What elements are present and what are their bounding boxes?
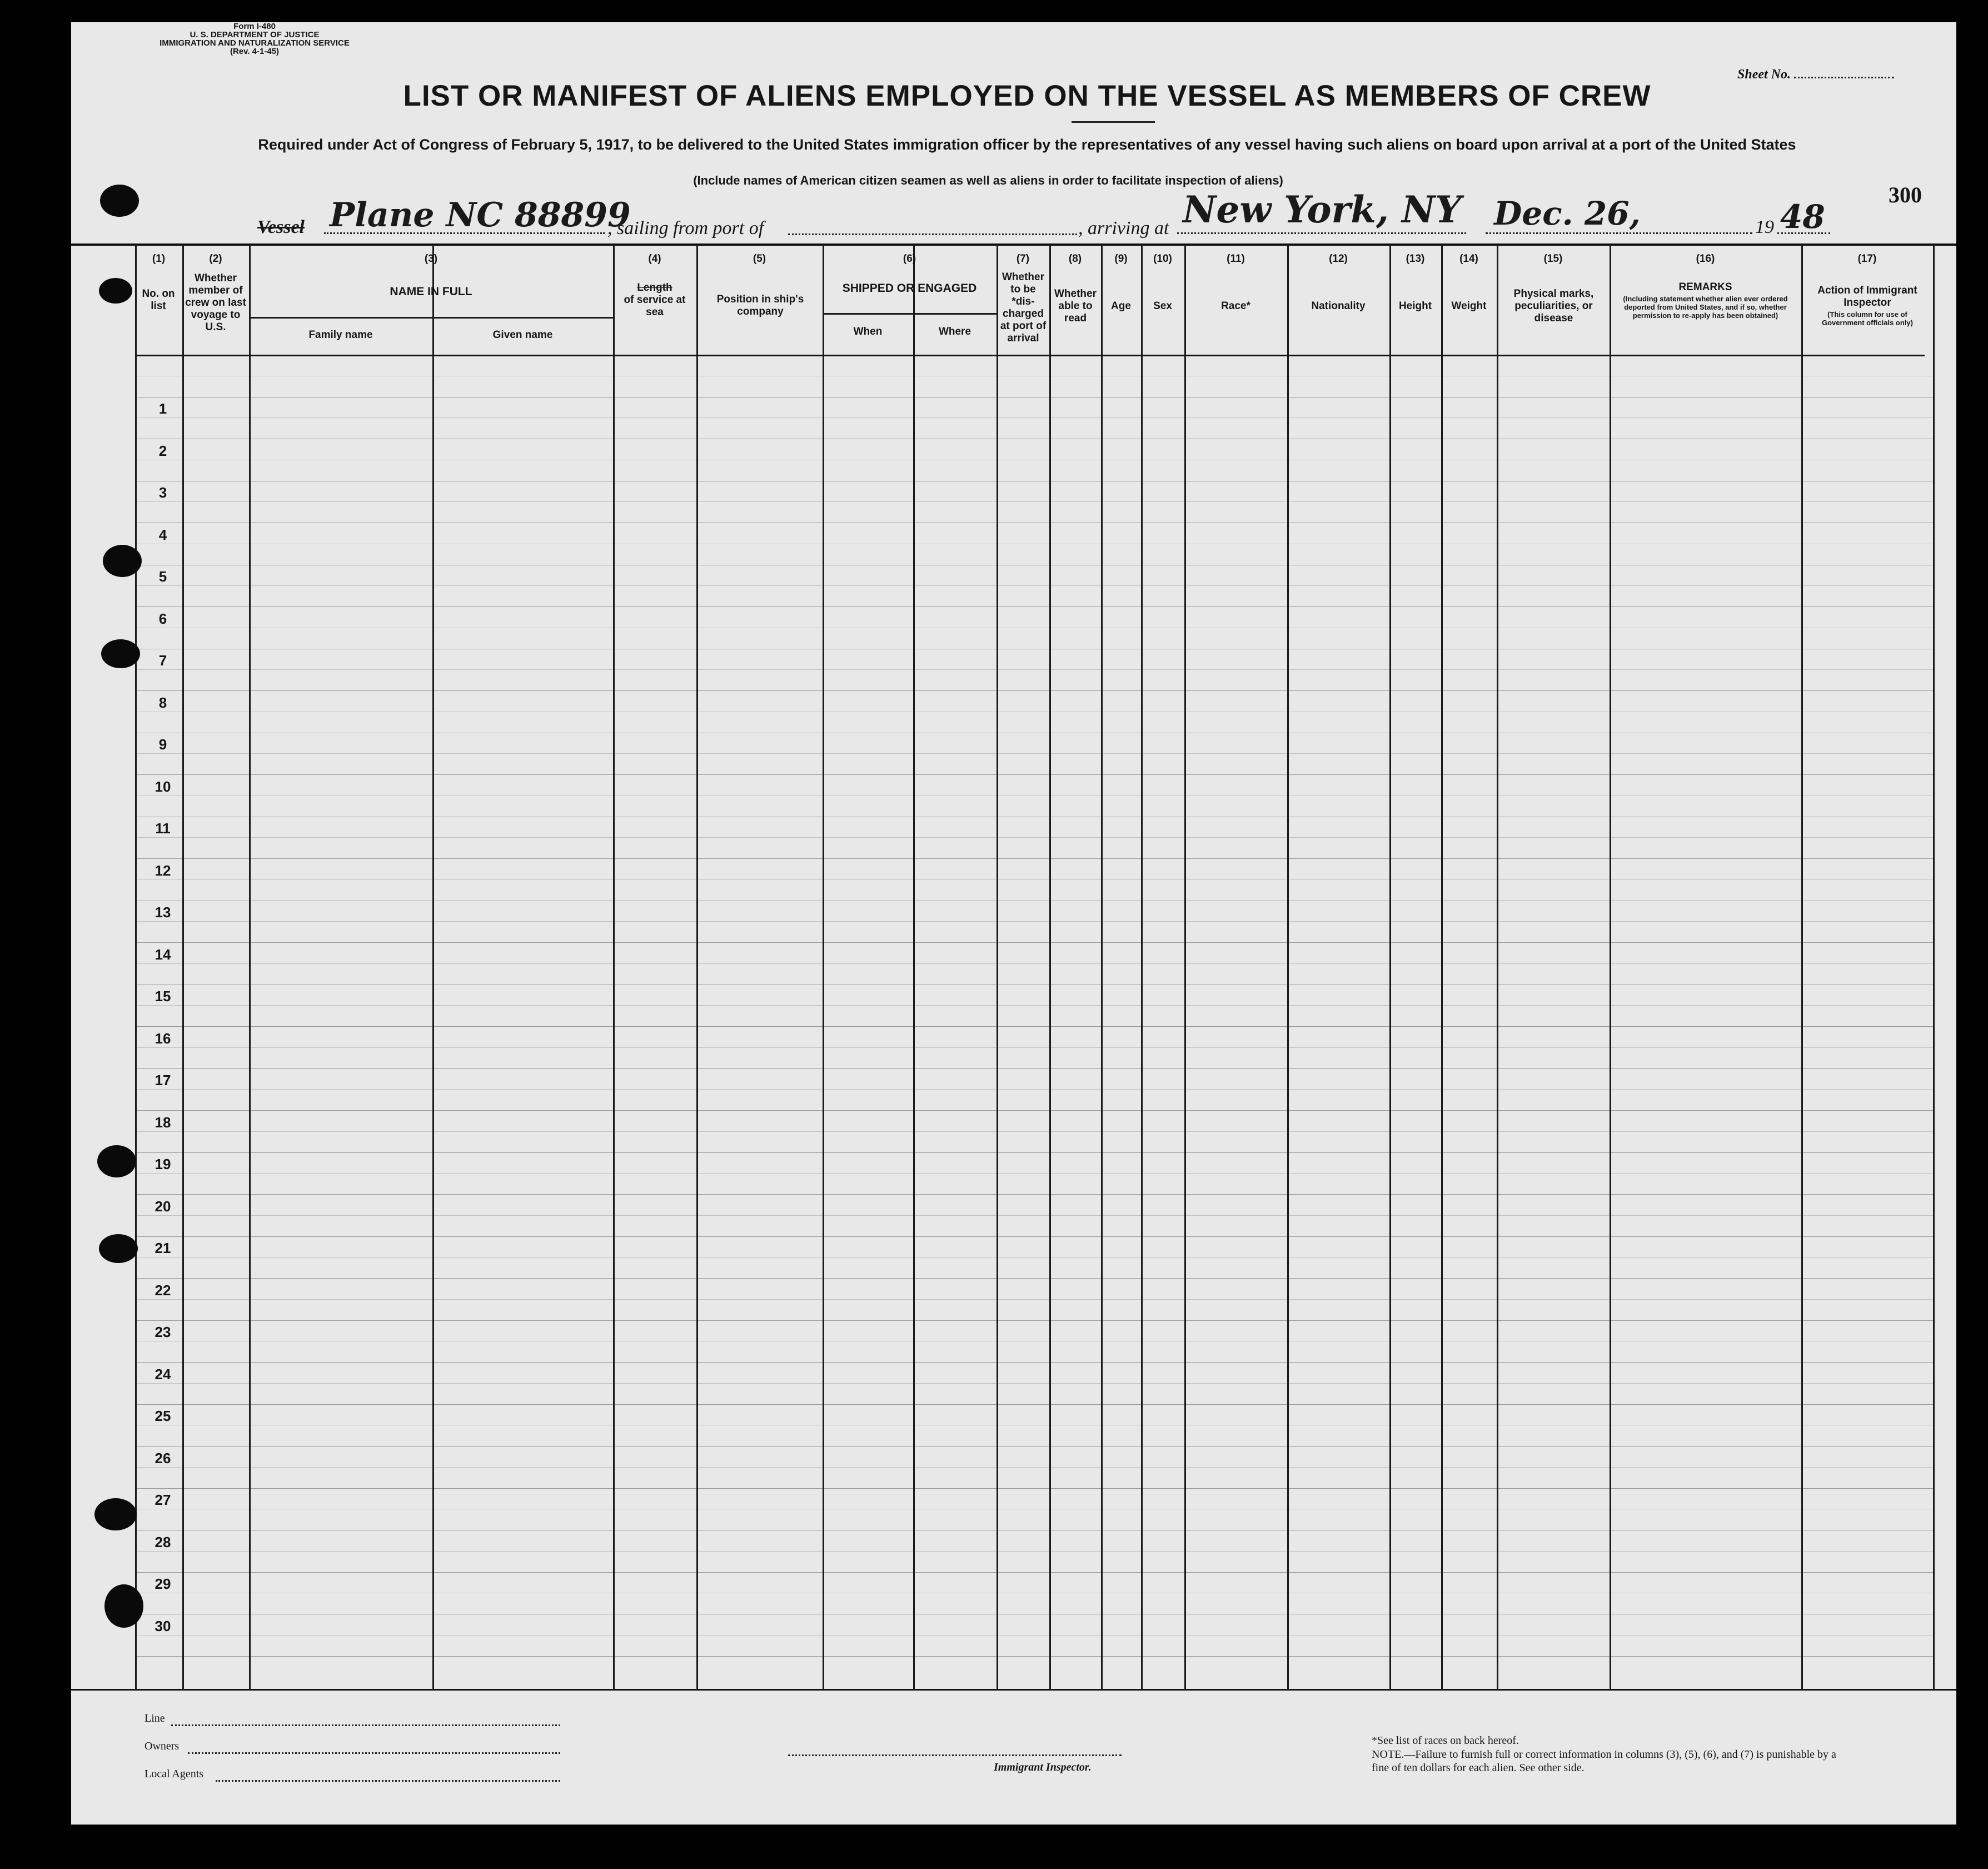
col-divider	[1184, 245, 1186, 1690]
row-number: 23	[155, 1324, 171, 1340]
binding-hole	[99, 1234, 138, 1263]
row-rule	[135, 837, 1933, 838]
failure-note	[1372, 1748, 1850, 1774]
row-rule	[135, 1089, 1933, 1090]
form-id: Form I-480	[233, 22, 276, 31]
row-number: 17	[155, 1072, 171, 1088]
row-rule	[135, 501, 1933, 502]
row-rule	[135, 1362, 1933, 1363]
col-9-label: Age	[1111, 300, 1131, 312]
note-label: NOTE.	[1372, 1748, 1404, 1761]
row-number: 4	[158, 526, 167, 543]
col-13-label: Height	[1398, 300, 1432, 312]
col-12-label: Nationality	[1311, 300, 1366, 312]
binding-hole	[99, 278, 132, 304]
row-rule	[135, 963, 1933, 964]
row-rule	[135, 858, 1933, 859]
col-14-label: Weight	[1451, 300, 1487, 312]
col-16-sub: (Including statement whether alien ever ordered deported from United States, and if so, whether permission to re-apply has been obtained)	[1623, 295, 1788, 320]
row-rule	[135, 669, 1933, 670]
col-17-sub: (This column for use of Government officials only)	[1822, 310, 1913, 327]
vessel-label: Vessel	[257, 217, 305, 237]
title-rule	[1072, 121, 1155, 123]
form-rev: (Rev. 4-1-45)	[230, 47, 280, 56]
row-number: 16	[155, 1030, 171, 1047]
col-15-num: (15)	[1543, 253, 1563, 265]
row-number: 22	[155, 1281, 171, 1299]
col-16-label: REMARKS	[1678, 281, 1732, 293]
row-rule	[135, 690, 1933, 691]
inspector-label: Immigrant Inspector.	[994, 1761, 1092, 1773]
col-divider	[613, 245, 615, 1690]
vessel-underline	[324, 232, 605, 234]
col-divider	[1441, 245, 1443, 1690]
col-14-num: (14)	[1459, 253, 1478, 265]
col-divider	[1610, 245, 1611, 1690]
col-7-label: Whether to be *dis-charged at port of arrival	[1000, 271, 1047, 344]
name-subdivider	[249, 317, 613, 319]
agents-label: Local Agents	[145, 1768, 204, 1780]
col-divider	[1497, 245, 1498, 1690]
row-number: 5	[158, 568, 167, 585]
row-rule	[135, 942, 1933, 943]
col-divider	[696, 245, 698, 1690]
races-note: *See list of races on back hereof.	[1372, 1734, 1519, 1747]
binding-hole	[100, 185, 139, 217]
row-number: 19	[155, 1156, 171, 1172]
vessel-value[interactable]: Plane NC 88899	[330, 196, 631, 235]
shipped-subdivider	[823, 313, 997, 315]
col-4-struck: Length	[637, 282, 672, 294]
row-rule	[135, 1278, 1933, 1279]
form-dept: U. S. DEPARTMENT OF JUSTICE	[190, 30, 320, 39]
col-3-given: Given name	[492, 329, 553, 341]
form-block	[138, 22, 371, 56]
row-rule	[135, 1215, 1933, 1216]
col-9-num: (9)	[1114, 253, 1128, 265]
line-label: Line	[145, 1712, 165, 1724]
year-underline	[1777, 232, 1830, 234]
family-given-divider	[432, 317, 434, 1690]
row-rule	[135, 879, 1933, 880]
row-rule	[135, 1299, 1933, 1300]
col-5-num: (5)	[753, 253, 766, 265]
col-15-label: Physical marks, peculiarities, or disease	[1513, 288, 1594, 324]
col-4-text: of service at sea	[624, 294, 686, 318]
col-7-num: (7)	[1016, 253, 1030, 265]
row-rule	[135, 774, 1933, 775]
row-rule	[135, 1068, 1933, 1069]
row-rule	[135, 1467, 1933, 1468]
table-top-border	[71, 243, 1956, 246]
row-number: 1	[158, 400, 167, 417]
row-rule	[135, 1110, 1933, 1111]
header-bottom-border	[135, 355, 1925, 356]
col-17-label: Action of Immigrant Inspector	[1817, 285, 1917, 309]
row-number: 15	[155, 988, 171, 1005]
col-16-num: (16)	[1696, 253, 1715, 265]
col-6-label: SHIPPED OR ENGAGED	[842, 282, 977, 295]
row-number: 2	[158, 442, 167, 459]
row-number: 3	[158, 484, 167, 501]
binding-hole	[103, 545, 142, 577]
row-rule	[135, 1383, 1933, 1384]
row-rule	[135, 1572, 1933, 1573]
row-rule	[135, 1131, 1933, 1132]
row-number: 28	[155, 1533, 171, 1550]
arriving-value[interactable]: New York, NY	[1183, 188, 1462, 231]
sheet-number	[1737, 66, 1926, 82]
binding-hole	[104, 1584, 143, 1628]
row-number: 9	[158, 736, 167, 753]
date-value[interactable]: Dec. 26,	[1494, 195, 1641, 232]
table-bottom-border	[71, 1689, 1956, 1691]
row-rule	[135, 1446, 1933, 1447]
note-text: —Failure to furnish full or correct information in columns (3), (5), (6), and (7) is punishable by a fine of ten dollars for each alien. See other side.	[1372, 1748, 1836, 1774]
col-divider	[1933, 245, 1935, 1690]
row-rule	[135, 1026, 1933, 1027]
row-rule	[135, 753, 1933, 754]
col-10-num: (10)	[1153, 253, 1172, 265]
col-4-label	[616, 282, 694, 319]
include-note: (Include names of American citizen seamen as well as aliens in order to facilitate inspection of aliens)	[693, 173, 1283, 187]
row-rule	[135, 1635, 1933, 1636]
col-6-where: Where	[938, 326, 971, 337]
col-divider	[1141, 245, 1143, 1690]
row-rule	[135, 1404, 1933, 1405]
row-number: 7	[158, 652, 167, 669]
col-11-label: Race*	[1221, 300, 1250, 312]
footer	[71, 1712, 1956, 1823]
col-12-num: (12)	[1329, 253, 1348, 265]
row-rule	[135, 1173, 1933, 1174]
row-rule	[135, 1005, 1933, 1006]
binding-hole	[97, 1145, 136, 1177]
col-4-num: (4)	[648, 253, 661, 265]
col-divider	[823, 245, 824, 1690]
binding-hole	[101, 639, 140, 668]
col-10-label: Sex	[1153, 300, 1172, 312]
col-17-num: (17)	[1857, 253, 1877, 265]
page-title: LIST OR MANIFEST OF ALIENS EMPLOYED ON THE VESSEL AS MEMBERS OF CREW	[403, 79, 1651, 112]
row-number: 27	[155, 1492, 171, 1508]
row-rule	[135, 417, 1933, 418]
col-2-num: (2)	[209, 253, 222, 265]
sheet-number-label: Sheet No.	[1737, 67, 1791, 82]
col-1-label: No. on list	[142, 288, 175, 312]
row-number: 30	[155, 1617, 171, 1634]
row-rule	[135, 921, 1933, 922]
row-rule	[135, 1488, 1933, 1489]
owners-field[interactable]	[188, 1750, 560, 1754]
row-rule	[135, 1152, 1933, 1153]
sailing-label: , sailing from port of	[607, 218, 764, 238]
page-stamp: 300	[1889, 182, 1922, 207]
row-number: 21	[155, 1240, 171, 1256]
when-where-divider	[913, 313, 915, 1690]
col-1-num: (1)	[152, 253, 166, 265]
agents-field[interactable]	[216, 1778, 560, 1782]
row-rule	[135, 1320, 1933, 1321]
row-rule	[135, 1551, 1933, 1552]
row-number: 11	[155, 820, 171, 837]
row-rule	[135, 1656, 1933, 1657]
arriving-underline	[1177, 232, 1466, 234]
col-divider	[1801, 245, 1803, 1690]
col-divider	[1287, 245, 1289, 1690]
col-divider	[249, 245, 251, 1690]
col-6-when: When	[853, 326, 883, 337]
owners-label: Owners	[145, 1740, 180, 1752]
inspector-signature-field[interactable]	[788, 1752, 1122, 1756]
manifest-sheet	[71, 22, 1956, 1825]
row-number: 8	[158, 694, 167, 711]
row-rule	[135, 1194, 1933, 1195]
line-field[interactable]	[171, 1722, 560, 1726]
col-11-num: (11)	[1227, 253, 1245, 265]
row-number: 24	[155, 1365, 171, 1383]
col-8-label: Whether able to read	[1054, 288, 1097, 324]
col-divider	[135, 245, 137, 1690]
form-service: IMMIGRATION AND NATURALIZATION SERVICE	[160, 38, 350, 48]
row-rule	[135, 1236, 1933, 1237]
row-number: 26	[155, 1449, 171, 1467]
col-2-label: Whether member of crew on last voyage to U.S.	[185, 272, 246, 333]
row-number: 29	[155, 1575, 171, 1592]
row-number: 6	[158, 610, 167, 627]
col-divider	[182, 245, 184, 1690]
col-divider	[1101, 245, 1103, 1690]
arriving-label: , arriving at	[1078, 218, 1169, 238]
col-divider	[997, 245, 998, 1690]
row-number: 25	[155, 1408, 171, 1424]
row-number: 20	[155, 1197, 171, 1215]
subtitle: Required under Act of Congress of February 5, 1917, to be delivered to the United States immigration officer by the representatives of any vessel having such aliens on board upon arrival at a port of the United States	[258, 136, 1796, 153]
row-number: 12	[155, 862, 171, 879]
col-3-family: Family name	[308, 329, 373, 341]
col-3-num: (3)	[424, 253, 438, 265]
year-value[interactable]: 48	[1780, 198, 1825, 236]
row-number: 18	[155, 1114, 171, 1131]
row-number: 14	[155, 946, 171, 963]
col-divider	[1389, 245, 1391, 1690]
col-8-num: (8)	[1068, 253, 1082, 265]
col-13-num: (13)	[1406, 253, 1425, 265]
binding-hole	[94, 1498, 137, 1530]
col-6-num: (6)	[903, 253, 916, 265]
col-divider	[1049, 245, 1051, 1690]
sailing-field[interactable]	[788, 222, 1077, 235]
crew-table	[71, 243, 1956, 1694]
row-rule	[135, 1047, 1933, 1048]
col-3-label: NAME IN FULL	[390, 285, 472, 298]
col-5-label: Position in ship's company	[716, 294, 804, 317]
row-number: 10	[155, 778, 171, 795]
year-prefix: 19	[1755, 217, 1774, 237]
row-number: 13	[155, 904, 171, 921]
row-rule	[135, 585, 1933, 586]
sheet-number-field[interactable]	[1794, 66, 1894, 78]
date-underline	[1486, 232, 1752, 234]
